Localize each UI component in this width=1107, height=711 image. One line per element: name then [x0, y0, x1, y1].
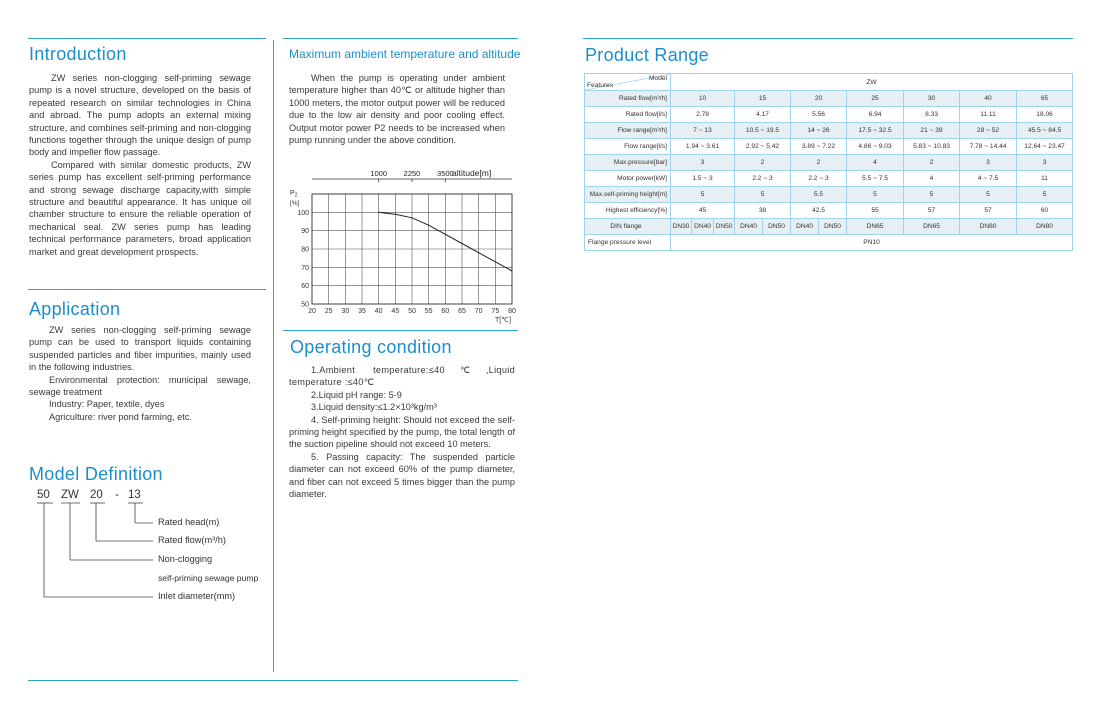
row-feature-label: Max.pressure[bar]: [585, 155, 671, 171]
table-cell: 20: [791, 91, 847, 107]
x-tick-label: 80: [508, 308, 516, 315]
table-row: [585, 123, 1073, 139]
model-code-series: ZW: [61, 489, 79, 501]
din-flange-cell: DN40: [735, 219, 763, 235]
table-cell: 5: [735, 187, 791, 203]
table-cell: 11.11: [960, 107, 1017, 123]
table-cell: 1.5 ~ 3: [671, 171, 735, 187]
x-tick-label: 45: [391, 308, 400, 315]
application-title: Application: [29, 299, 121, 319]
table-cell: 2: [904, 155, 960, 171]
row-feature-label: Rated flow[m³/h]: [585, 91, 671, 107]
model-code-head: 13: [128, 489, 141, 501]
table-cell: 18.06: [1017, 107, 1073, 123]
table-header-row: [585, 74, 1073, 91]
row-feature-label: Max.self-priming height[m]: [585, 187, 671, 203]
x-tick-label: 75: [491, 308, 500, 315]
table-row: [585, 203, 1073, 219]
table-cell: 4: [904, 171, 960, 187]
table-cell: 17.5 ~ 32.5: [847, 123, 904, 139]
x-tick-label: 40: [374, 308, 383, 315]
top-tick-label: 1000: [370, 169, 388, 178]
din-flange-cell: DN80: [960, 219, 1017, 235]
table-cell: 5: [904, 187, 960, 203]
table-cell: 4.86 ~ 9.03: [847, 139, 904, 155]
table-cell: 2.2 ~ 3: [791, 171, 847, 187]
table-cell: 4: [847, 155, 904, 171]
application-line-3: Industry: Paper, textile, dyes: [49, 399, 165, 410]
x-tick-label: 60: [441, 308, 450, 315]
series-point: [395, 214, 396, 215]
table-cell: 5: [847, 187, 904, 203]
header-features-label: Features: [587, 82, 614, 89]
din-flange-cell: DN50: [714, 219, 735, 235]
intro-bottom-rule: [28, 289, 266, 290]
introduction-text: [29, 72, 251, 258]
label-rated-flow: Rated flow(m³/h): [158, 535, 226, 545]
series-point: [511, 270, 512, 271]
flange-pressure-value: PN10: [671, 235, 1073, 251]
row-feature-label: Flow range[m³/h]: [585, 123, 671, 139]
table-cell: 15: [735, 91, 791, 107]
table-cell: 6.94: [847, 107, 904, 123]
table-cell: 60: [1017, 203, 1073, 219]
model-code-dash: -: [115, 489, 119, 501]
x-tick-labels: [308, 308, 516, 315]
x-tick-label: 30: [341, 308, 350, 315]
table-cell: 5.83 ~ 10.83: [904, 139, 960, 155]
din-flange-cell: DN40: [692, 219, 714, 235]
table-row: [585, 107, 1073, 123]
table-cell: 4 ~ 7.5: [960, 171, 1017, 187]
table-cell: 3.89 ~ 7.22: [791, 139, 847, 155]
table-cell: 7 ~ 13: [671, 123, 735, 139]
table-cell: 21 ~ 39: [904, 123, 960, 139]
row-feature-label: Motor power[kW]: [585, 171, 671, 187]
table-cell: 5: [671, 187, 735, 203]
table-row-din-flange: [585, 219, 1073, 235]
table-cell: 8.33: [904, 107, 960, 123]
top-rule-right: [583, 38, 1073, 39]
table-cell: 42.5: [791, 203, 847, 219]
series-point: [411, 217, 412, 218]
table-row: [585, 91, 1073, 107]
application-line-1: ZW series non-clogging self-priming sewage pump can be used to transport liquids containing suspended particles and fiber impurities, mainly used in the following industries.: [29, 325, 251, 373]
y-tick-label: 60: [301, 283, 309, 291]
table-cell: 45: [671, 203, 735, 219]
din-flange-cell: DN40: [791, 219, 819, 235]
application-line-2: Environmental protection: municipal sewage, sewage treatment: [29, 374, 251, 398]
table-row: [585, 187, 1073, 203]
label-inlet-diameter: Inlet diameter(mm): [158, 591, 236, 601]
table-cell: 25: [847, 91, 904, 107]
y-axis-label-p: $P_2$: [290, 190, 298, 199]
y-tick-label: 80: [301, 246, 309, 254]
table-cell: 2.2 ~ 3: [735, 171, 791, 187]
x-tick-label: 50: [408, 308, 416, 315]
chart-bottom-rule: [283, 330, 518, 331]
operating-item-4: 4. Self-priming height: Should not exceed the self-priming height specified by the pump, the total length of the suction pipeline should not exceed 10 meters.: [289, 414, 515, 450]
x-tick-label: 35: [358, 308, 366, 315]
table-cell: 3: [671, 155, 735, 171]
top-rule-left: [28, 38, 266, 39]
derating-chart: [287, 164, 519, 328]
y-tick-label: 100: [297, 209, 309, 217]
table-cell: 55: [847, 203, 904, 219]
table-cell: 30: [904, 91, 960, 107]
table-cell: 57: [960, 203, 1017, 219]
y-tick-labels: [297, 210, 309, 309]
table-row-flange-pressure: [585, 235, 1073, 251]
model-code-flow: 20: [90, 489, 103, 501]
x-axis-label: T[℃]: [495, 317, 512, 324]
series-point: [461, 243, 462, 244]
ambient-title: Maximum ambient temperature and altitude: [289, 47, 521, 61]
ambient-text: [289, 72, 505, 146]
x-tick-label: 25: [324, 308, 333, 315]
flange-pressure-label: Flange pressure level: [585, 235, 671, 251]
table-cell: 38: [735, 203, 791, 219]
table-cell: 5.56: [791, 107, 847, 123]
table-cell: 2: [735, 155, 791, 171]
table-cell: 14 ~ 26: [791, 123, 847, 139]
y-tick-label: 70: [301, 264, 309, 272]
application-line-4: Agriculture: river pond farming, etc.: [49, 411, 192, 422]
label-non-clogging: Non-clogging: [158, 554, 213, 564]
table-cell: 4.17: [735, 107, 791, 123]
chart-grid: [312, 194, 512, 304]
ambient-paragraph: When the pump is operating under ambient temperature higher than 40℃ or altitude higher than 1000 meters, the motor output power will be reduced due to the low air density and poor cooling effect. Output motor power P2 needs to be increased when pump running under the above condition.: [289, 73, 505, 146]
top-tick-label: 3500: [436, 169, 454, 178]
series-point: [378, 212, 379, 213]
table-cell: 5.5: [791, 187, 847, 203]
table-cell: 12.64 ~ 23.47: [1017, 139, 1073, 155]
operating-item-1: 1.Ambient temperature:≤40℃,Liquid temperature :≤40℃: [289, 365, 515, 388]
table-cell: 5: [1017, 187, 1073, 203]
table-cell: 11: [1017, 171, 1073, 187]
top-rule-middle: [283, 38, 518, 39]
table-cell: 40: [960, 91, 1017, 107]
operating-text: [289, 364, 515, 500]
y-tick-label: 50: [301, 301, 309, 309]
table-cell: 10: [671, 91, 735, 107]
introduction-title: Introduction: [29, 44, 127, 64]
top-ticks: [370, 169, 453, 182]
top-tick-label: 2250: [403, 169, 421, 178]
column-divider: [273, 40, 274, 672]
top-axis-label: altitude[m]: [452, 168, 492, 178]
row-feature-label: Flow range[l/s]: [585, 139, 671, 155]
header-model-value: ZW: [671, 74, 1073, 91]
din-flange-cell: DN80: [1017, 219, 1073, 235]
application-text: [29, 324, 251, 423]
table-cell: 1.94 ~ 3.61: [671, 139, 735, 155]
series-point: [495, 261, 496, 262]
series-point: [428, 225, 429, 226]
table-cell: 2.78: [671, 107, 735, 123]
operating-item-5: 5. Passing capacity: The suspended particle diameter can not exceed 60% of the pump diameter, and fiber can not exceed 5 times bigger than the pump diameter.: [289, 451, 515, 500]
table-cell: 45.5 ~ 84.5: [1017, 123, 1073, 139]
table-row: [585, 139, 1073, 155]
table-cell: 28 ~ 52: [960, 123, 1017, 139]
din-flange-cell: DN50: [763, 219, 791, 235]
row-feature-label: Highest efficiency[%]: [585, 203, 671, 219]
header-model-label: Model: [649, 75, 667, 82]
table-cell: 5.5 ~ 7.5: [847, 171, 904, 187]
table-cell: 65: [1017, 91, 1073, 107]
introduction-paragraph-2: Compared with similar domestic products, ZW series pump has excellent self-priming performance and strong sewage discharge capacity,with simple structure and beautiful appearance. It has unique oil chamber structure to ensure the reliable operation of mechanical seal. ZW series pump has leading technical performance parameters, broad application market and great development prospects.: [29, 159, 251, 257]
table-cell: 2: [791, 155, 847, 171]
x-tick-label: 55: [424, 308, 433, 315]
product-range-title: Product Range: [585, 45, 709, 65]
introduction-paragraph-1: ZW series non-clogging self-priming sewage pump is a novel structure, developed on the basis of repeated research on similar technologies in China and abroad. The pump adopts an external mixing structure, and combines self-priming and non-clogging functions together through the unique design of pump body and impeller flow passage.: [29, 73, 251, 158]
y-axis-label-unit: [%]: [290, 200, 300, 207]
x-tick-label: 70: [474, 308, 483, 315]
table-cell: 10.5 ~ 19.5: [735, 123, 791, 139]
table-row: [585, 171, 1073, 187]
label-self-priming: self-priming sewage pump: [158, 573, 259, 583]
din-flange-cell: DN65: [847, 219, 904, 235]
table-row: [585, 155, 1073, 171]
x-tick-label: 65: [458, 308, 466, 315]
model-definition-title: Model Definition: [29, 464, 163, 484]
table-cell: 5: [960, 187, 1017, 203]
table-cell: 3: [960, 155, 1017, 171]
model-definition-diagram: [28, 500, 158, 602]
operating-item-2: 2.Liquid pH range: 5-9: [311, 389, 402, 400]
x-tick-label: 20: [308, 308, 316, 315]
series-point: [445, 234, 446, 235]
operating-title: Operating condition: [290, 337, 452, 357]
din-flange-label: DIN flange: [585, 219, 671, 235]
operating-item-3: 3.Liquid density:≤1.2×10³kg/m³: [311, 402, 437, 413]
y-tick-label: 90: [301, 228, 309, 236]
label-rated-head: Rated head(m): [158, 517, 220, 527]
din-flange-cell: DN50: [819, 219, 847, 235]
product-range-table: [584, 73, 1073, 251]
series-point: [478, 252, 479, 253]
table-cell: 3: [1017, 155, 1073, 171]
table-cell: 2.92 ~ 5.42: [735, 139, 791, 155]
table-cell: 7.78 ~ 14.44: [960, 139, 1017, 155]
row-feature-label: Rated flow[l/s]: [585, 107, 671, 123]
table-cell: 57: [904, 203, 960, 219]
din-flange-cell: DN65: [904, 219, 960, 235]
header-corner-cell: [585, 74, 671, 91]
din-flange-cell: DN30: [671, 219, 692, 235]
model-code-inlet: 50: [37, 489, 50, 501]
bottom-rule: [28, 680, 518, 681]
